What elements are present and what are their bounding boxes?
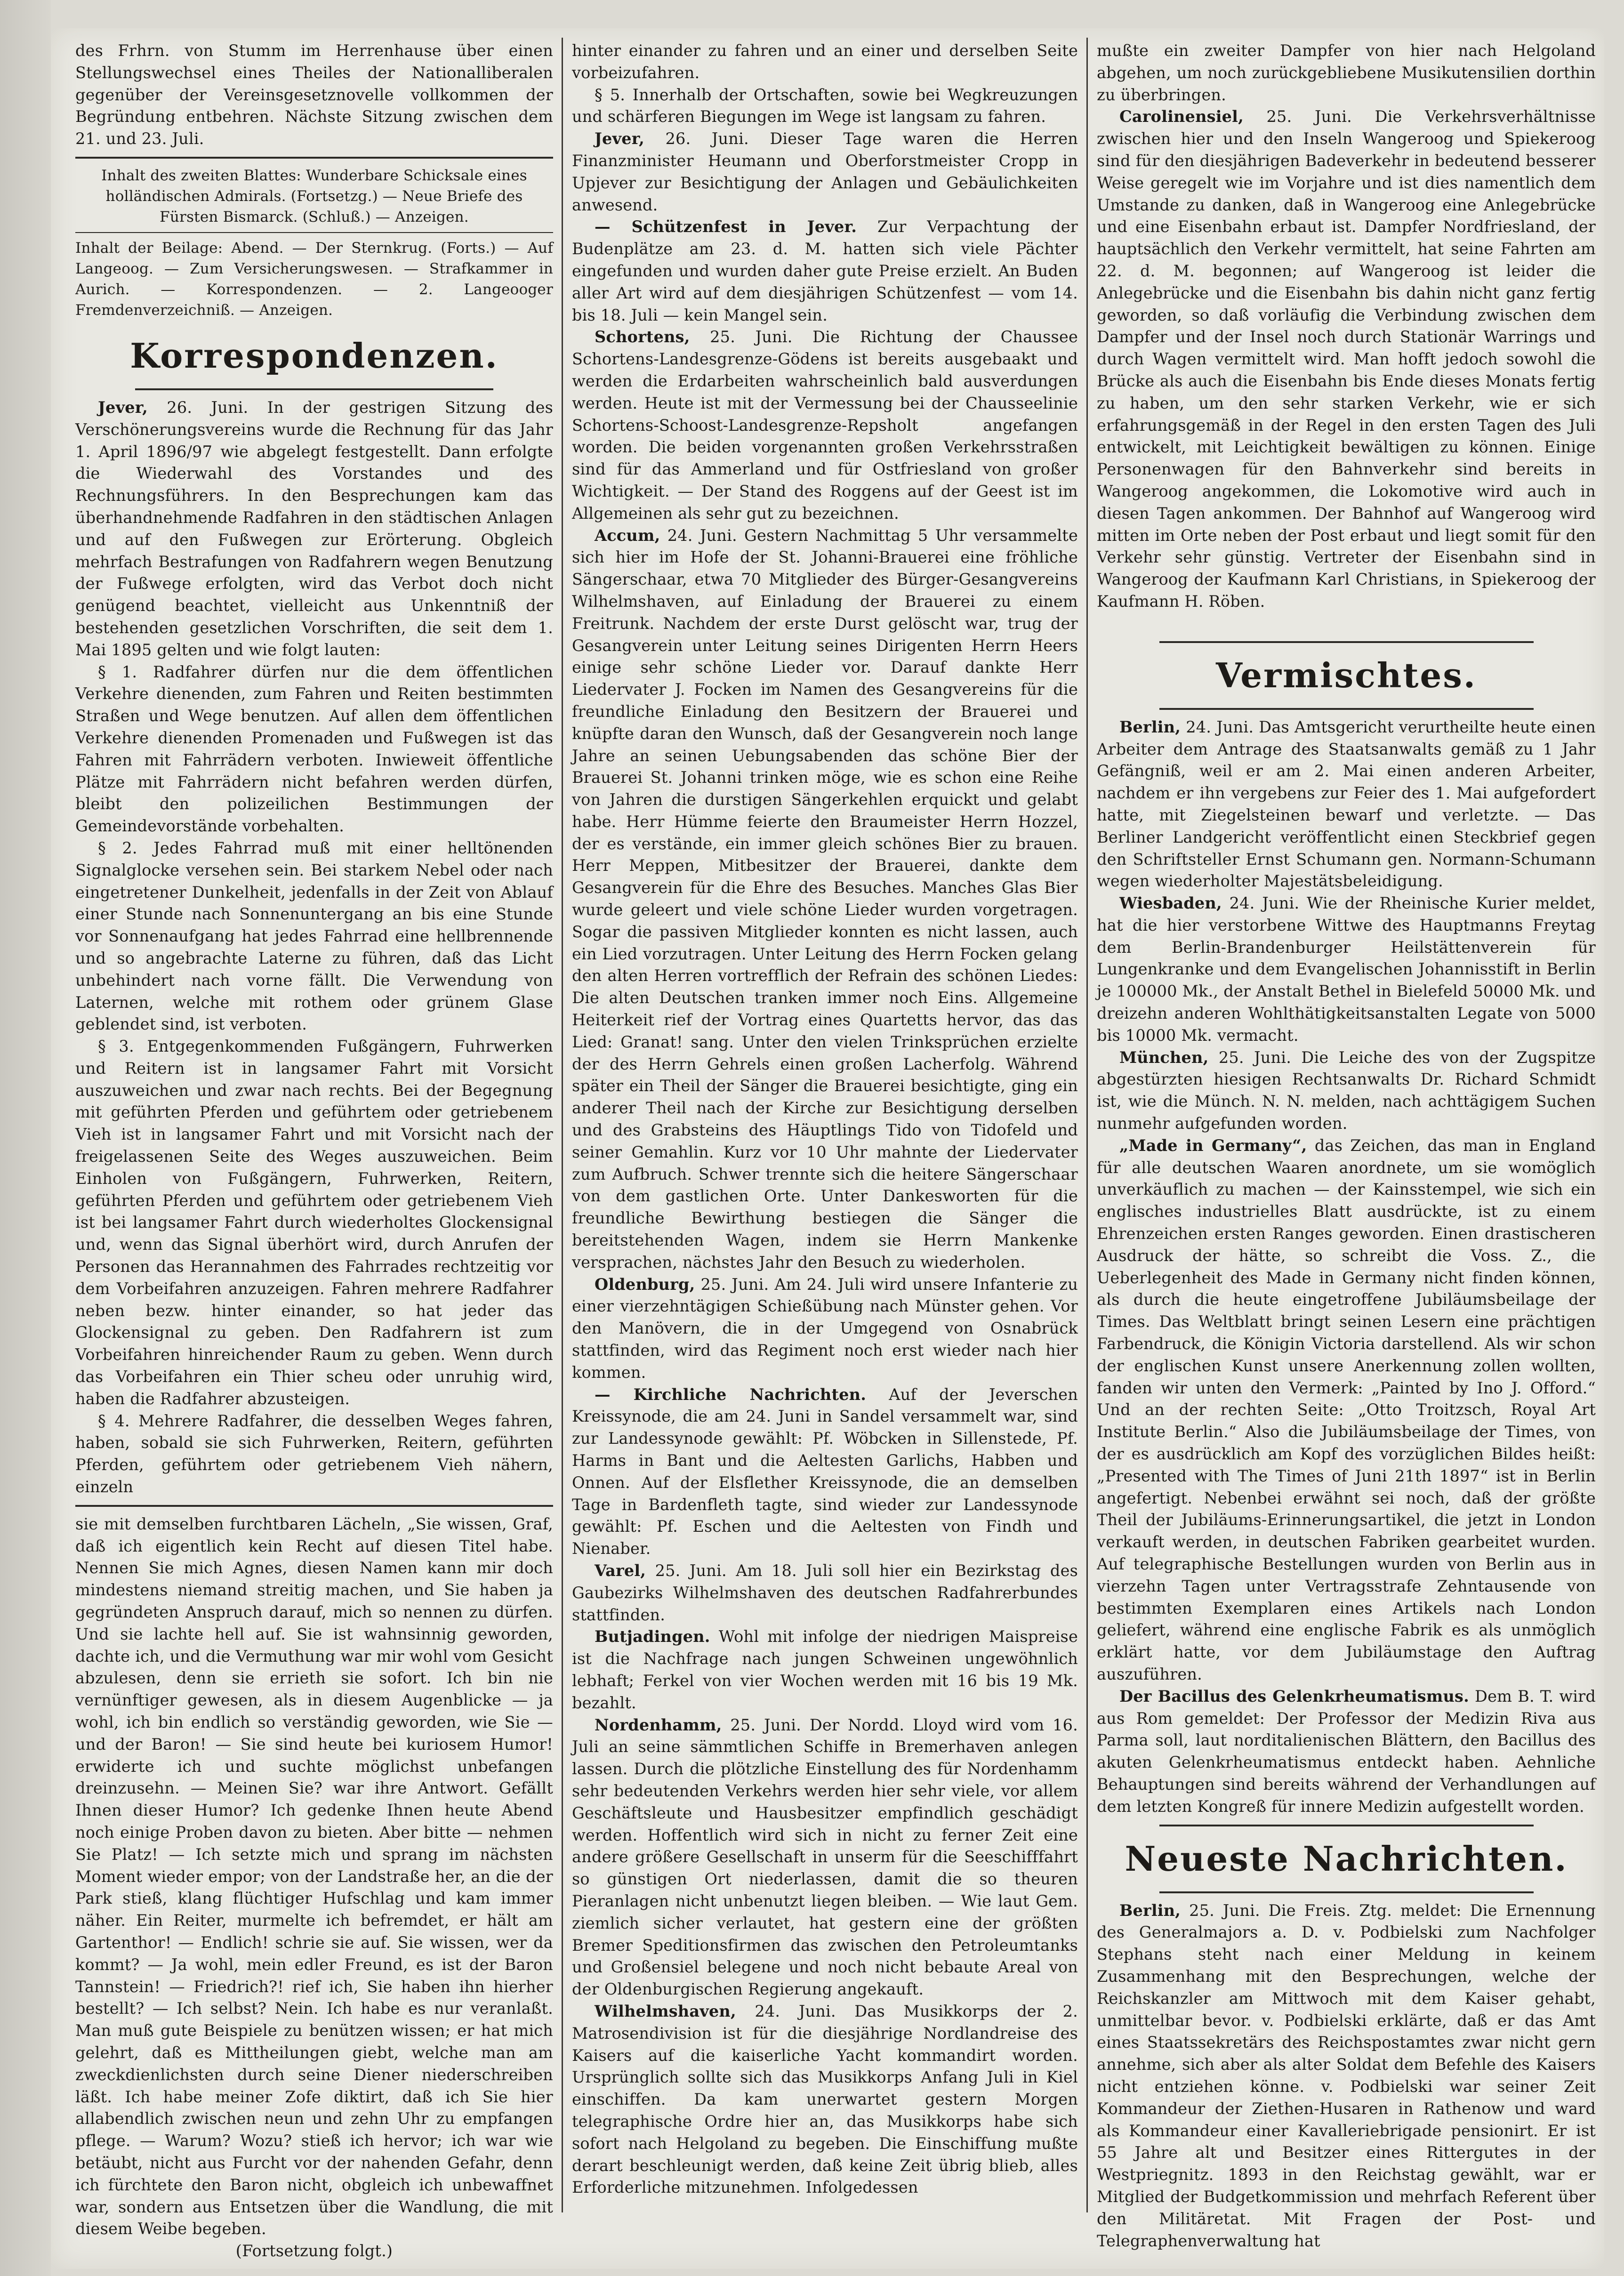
feuilleton-story: sie mit demselben furchtbaren Lächeln, „Sie wissen, Graf, daß ich eigentlich kein Recht auf diesen Titel habe. Nennen Sie mich Agnes, diesen Namen kann mir doch mindestens niemand streitig machen, und Sie haben ja gegründeten Anspruch darauf, mich so nennen zu dürfen. Und sie lachte hell auf. Sie ist wahnsinnig geworden, dachte ich, und die Vermuthung war mir wohl vom Gesicht abzulesen, denn sie errieth sie sofort. Ich bin nie vernünftiger gewesen, als in diesem Augenblicke — ja wohl, ich bin endlich so verständig geworden, wie Sie — und der Baron! — Sie sind heute bei kuriosem Humor! erwiderte ich und suchte möglichst unbefangen dreinzusehn. — Meinen Sie? war ihre Antwort. Gefällt Ihnen dieser Humor? Ich gedenke Ihnen heute Abend noch einige Proben davon zu bieten. Aber bitte — nehmen Sie Platz! — Ich setzte mich und sprang im nächsten Moment wieder empor; von der Landstraße her, an die der Park stieß, klang flüchtiger Hufschlag und kam immer näher. Ein Reiter, murmelte ich befremdet, er hält am Gartenthor! — Endlich! schrie sie auf. Sie wissen, wer da kommt? — Ja wohl, mein edler Freund, es ist der Baron Tannstein! — Friedrich?! rief ich, Sie haben ihn hierher bestellt? — Ich selbst? Nein. Ich habe es nur veranlaßt. Man muß gute Beispiele zu benützen wissen; er hat mich gelehrt, daß es Mittheilungen giebt, welche man am zweckdienlichsten durch seine Diener niederschreiben läßt. Ich habe meiner Zofe diktirt, daß ich Sie hier allabendlich zwischen neun und zehn Uhr zu empfangen pflege. — Warum? Wozu? stieß ich hervor; ich war wie betäubt, nicht aus Furcht vor der nahenden Gefahr, denn ich fürchtete den Baron nicht, obgleich ich unbewaffnet war, sondern aus Entsetzen über die Wandlung, die mit diesem Weibe begeben.	[75, 1514, 553, 2238]
dateline-wilhelmshaven: Wilhelmshaven,	[595, 2002, 736, 2020]
heading-rule	[1159, 1825, 1534, 1826]
article-text: 26. Juni. In der gestrigen Sitzung des Verschönerungsvereins wurde die Rechnung für das Jahr 1. April 1896/97 wie abgelegt festgestellt. Dann erfolgte die Wiederwahl des Vorstandes und des Rechnungsführers. In den Besprechungen kam das überhandnehmende Radfahren in den städtischen Anlagen und auf den Fußwegen zur Erörterung. Obgleich mehrfach Bestrafungen von Radfahrern wegen Benutzung der Fußwege erfolgten, wird das Verbot doch nicht genügend beachtet, vielleicht aus Unkenntniß der bestehenden gesetzlichen Vorschriften, die seit dem 1. Mai 1895 gelten und wie folgt lauten:	[75, 398, 553, 659]
regulation-paragraph-5: § 5. Innerhalb der Ortschaften, sowie bei Wegkreuzungen und schärferen Biegungen im Wege ist langsam zu fahren.	[572, 85, 1078, 126]
heading-rule	[1159, 708, 1534, 710]
heading-rule	[1159, 1891, 1534, 1893]
article-berlin-latest: Berlin, 25. Juni. Die Freis. Ztg. meldet: Die Ernennung des Generalmajors a. D. v. Podbielski zum Nachfolger Stephans steht nach einer Meldung in keinem Zusammenhang mit den Besprechungen, welche der Reichskanzler am Mittwoch mit dem Kaiser gehabt, unmittelbar bevor. v. Podbielski erklärte, daß er das Amt eines Staatssekretärs des Reichspostamtes zwar nicht gern annehme, sich aber als alter Soldat dem Befehle des Kaisers nicht entziehen könne. v. Podbielski war seiner Zeit Kommandeur der Ziethen-Husaren in Rathenow und ward als Kommandeur einer Kavalleriebrigade pensionirt. Er ist 55 Jahre alt und Besitzer eines Rittergutes in der Westpriegnitz. 1893 in den Reichstag gewählt, war er Mitglied der Budgetkommission und mehrfach Referent über den Militäretat. Mit Fragen der Post- und Telegraphenverwaltung hat	[1097, 1901, 1596, 2250]
separator-rule	[75, 157, 553, 159]
dateline-oldenburg: Oldenburg,	[595, 1275, 695, 1294]
article-muenchen: München, 25. Juni. Die Leiche des von der Zugspitze abgestürzten hiesigen Rechtsanwalts Dr. Richard Schmidt ist, wie die Münch. N. N. melden, nach achttägigem Suchen nunmehr aufgefunden worden.	[1097, 1048, 1596, 1133]
article-schuetzenfest: — Schützenfest in Jever. Zur Verpachtung der Budenplätze am 23. d. M. hatten sich viele Pächter eingefunden und wurden daher gute Preise erzielt. An Buden aller Art wird auf dem diesjährigen Schützenfest — vom 14. bis 18. Juli — kein Mangel sein.	[572, 217, 1078, 324]
dateline-jever: Jever,	[595, 129, 645, 148]
dateline-carolinensiel: Carolinensiel,	[1119, 107, 1244, 126]
dateline-jever: Jever,	[98, 398, 148, 417]
separator-rule	[75, 232, 553, 233]
section-heading-vermischtes: Vermischtes.	[1216, 655, 1477, 695]
article-nordenhamm: Nordenhamm, 25. Juni. Der Nordd. Lloyd wird vom 16. Juli an seine sämmtlichen Schiffe in Bremerhaven anlegen lassen. Durch die plötzliche Einstellung des für Nordenhamm sehr bedeutenden Verkehrs werden hier sehr viele, vor allem Geschäftsleute und Hausbesitzer empfindlich geschädigt werden. Hoffentlich wird sich in nicht zu ferner Zeit eine andere größere Gesellschaft in unserm für die Seeschifffahrt so günstigen Ort niederlassen, damit die so theuren Pieranlagen nicht unbenutzt liegen bleiben. — Wie laut Gem. ziemlich sicher verlautet, hat gestern eine der größten Bremer Speditionsfirmen das zwischen den Petroleumtanks und Großensiel belegene und noch nicht bebaute Areal von der Oldenburgischen Regierung angekauft.	[572, 1715, 1078, 1999]
dateline-kirchliche: — Kirchliche Nachrichten.	[595, 1385, 867, 1404]
section-heading-neueste-nachrichten: Neueste Nachrichten.	[1125, 1838, 1568, 1879]
regulation-paragraph-3: § 3. Entgegenkommenden Fußgängern, Fuhrwerken und Reitern ist in langsamer Fahrt mit Vorsicht auszuweichen und zwar nach rechts. Bei der Begegnung mit geführten Pferden und geführtem oder getriebenem Vieh ist in langsamer Fahrt und mit Vorsicht nach der freigelassenen Seite des Weges auszuweichen. Beim Einholen von Fußgängern, Fuhrwerken, Reitern, geführten Pferden und geführtem oder getriebenem Vieh ist bei langsamer Fahrt durch wiederholtes Glockensignal und, wenn das Signal überhört wird, durch Anrufen der Personen das Herannahmen des Fahrrades rechtzeitig vor dem Vorbeifahren anzuzeigen. Fahren mehrere Radfahrer neben bezw. hinter einander, so hat jeder das Glockensignal zu geben. Den Radfahrern ist zum Vorbeifahren hinreichender Raum zu geben. Wenn durch das Vorbeifahren ein Thier scheu oder unruhig wird, haben die Radfahrer abzusteigen.	[75, 1037, 553, 1408]
dateline-muenchen: München,	[1119, 1048, 1209, 1067]
column-rule	[1086, 38, 1088, 2212]
article-kirchliche-nachrichten: — Kirchliche Nachrichten. Auf der Jeverschen Kreissynode, die am 24. Juni in Sandel versammelt war, sind zur Landessynode gewählt: Pf. Wöbcken in Sillenstede, Pf. Harms in Bant und die Aeltesten Garlichs, Habben und Onnen. Auf der Elsflether Kreissynode, die an demselben Tage in Bardenfleth tagte, sind wieder zur Landessynode gewählt: Pf. Eschen und die Aeltesten von Findh und Nienaber.	[572, 1385, 1078, 1558]
dateline-bacillus: Der Bacillus des Gelenkrheumatismus.	[1119, 1687, 1469, 1705]
column-rule	[562, 38, 563, 2212]
feuilleton-rule	[75, 1505, 553, 1507]
article-schortens: Schortens, 25. Juni. Die Richtung der Chaussee Schortens-Landesgrenze-Gödens ist bereits ausgebaakt und werden die Erdarbeiten wahrscheinlich bald ausverdungen werden. Heute ist mit der Vermessung bei der Chausseelinie Schortens-Schoost-Landesgrenze-Repsholt angefangen worden. Die beiden vorgenannten großen Verkehrsstraßen sind für das Ammerland und für Ostfriesland von großer Wichtigkeit. — Der Stand des Roggens auf der Geest ist im Allgemeinen als sehr gut zu bezeichnen.	[572, 328, 1078, 523]
column-left	[75, 40, 553, 2260]
scan-edge	[0, 0, 51, 2276]
dateline-schuetzenfest: — Schützenfest in Jever.	[595, 217, 857, 236]
article-varel: Varel, 25. Juni. Am 18. Juli soll hier ein Bezirkstag des Gaubezirks Wilhelmshaven des deutschen Radfahrerbundes stattfinden.	[572, 1561, 1078, 1624]
dateline-nordenhamm: Nordenhamm,	[595, 1715, 722, 1734]
dateline-made-in-germany: „Made in Germany“,	[1119, 1136, 1307, 1155]
contents-supplement: Inhalt der Beilage: Abend. — Der Sternkrug. (Forts.) — Auf Langeoog. — Zum Versicherungswesen. — Strafkammer in Aurich. — Korrespondenzen. — 2. Langeooger Fremdenverzeichniß. — Anzeigen.	[75, 239, 553, 319]
dateline-butjadingen: Butjadingen.	[595, 1627, 710, 1646]
article-wiesbaden: Wiesbaden, 24. Juni. Wie der Rheinische Kurier meldet, hat die hier verstorbene Wittwe des Hauptmanns Freytag dem Berlin-Brandenburger Heilstättenverein für Lungenkranke und dem Evangelischen Johannisstift in Berlin je 100000 Mk., der Anstalt Bethel in Bielefeld 50000 Mk. und dreizehn anderen Wohlthätigkeitsanstalten Legate von 5000 bis 10000 Mk. vermacht.	[1097, 894, 1596, 1045]
article-berlin: Berlin, 24. Juni. Das Amtsgericht verurtheilte heute einen Arbeiter dem Antrage des Staatsanwalts gemäß zu 1 Jahr Gefängniß, weil er am 2. Mai einen anderen Arbeiter, nachdem er ihn vergebens zur Feier des 1. Mai aufgefordert hatte, mit Ziegelsteinen bewarf und verletzte. — Das Berliner Landgericht veröffentlicht einen Steckbrief gegen den Schriftsteller Ernst Schumann gen. Normann-Schumann wegen wiederholter Majestätsbeleidigung.	[1097, 717, 1596, 891]
dateline-berlin: Berlin,	[1119, 1901, 1181, 1920]
regulation-paragraph-4: § 4. Mehrere Radfahrer, die desselben Weges fahren, haben, sobald sie sich Fuhrwerken, Reitern, geführten Pferden, geführtem oder getriebenem Vieh nähern, einzeln	[75, 1411, 553, 1496]
dateline-berlin: Berlin,	[1119, 717, 1181, 736]
heading-rule	[1159, 641, 1534, 643]
article-continuation: mußte ein zweiter Dampfer von hier nach Helgoland abgehen, um noch zurückgebliebene Musikutensilien dorthin zu überbringen.	[1097, 41, 1596, 104]
heading-rule	[135, 388, 493, 390]
article-jever-2: Jever, 26. Juni. Dieser Tage waren die Herren Finanzminister Heumann und Oberforstmeister Cropp in Upjever zur Besichtigung der Anlagen und Gebäulichkeiten anwesend.	[572, 129, 1078, 214]
contents-second-sheet: Inhalt des zweiten Blattes: Wunderbare Schicksale eines holländischen Admirals. (Fortsetzg.) — Neue Briefe des Fürsten Bismarck. (Schluß.) — Anzeigen.	[101, 167, 527, 225]
dateline-schortens: Schortens,	[595, 328, 690, 346]
column-middle	[572, 40, 1078, 2205]
regulation-continuation: hinter einander zu fahren und an einer und derselben Seite vorbeizufahren.	[572, 41, 1078, 82]
article-bacillus: Der Bacillus des Gelenkrheumatismus. Dem B. T. wird aus Rom gemeldet: Der Professor der Medizin Riva aus Parma soll, laut norditalienischen Blättern, den Bacillus des akuten Gelenkrheumatismus entdeckt haben. Aehnliche Behauptungen sind bereits während der Verhandlungen auf dem letzten Kongreß für innere Medizin aufgestellt worden.	[1097, 1687, 1596, 1816]
article-oldenburg: Oldenburg, 25. Juni. Am 24. Juli wird unsere Infanterie zu einer vierzehntägigen Schießübung nach Münster gehen. Vor den Manövern, die in der Umgegend von Osnabrück stattfinden, wird das Regiment noch erst wieder nach hier kommen.	[572, 1275, 1078, 1382]
section-heading-korrespondenzen: Korrespondenzen.	[130, 335, 498, 376]
article-wilhelmshaven: Wilhelmshaven, 24. Juni. Das Musikkorps der 2. Matrosendivision ist für die diesjährige Nordlandreise des Kaisers auf die kaiserliche Yacht kommandirt worden. Ursprünglich sollte sich das Musikkorps Anfang Juli in Kiel einschiffen. Da kam unerwartet gestern Morgen telegraphische Ordre hier an, das Musikkorps habe sich sofort nach Helgoland zu begeben. Die Einschiffung mußte derart beschleunigt werden, daß keine Zeit übrig blieb, alles Erforderliche mitzunehmen. Infolgedessen	[572, 2002, 1078, 2197]
article-made-in-germany: „Made in Germany“, das Zeichen, das man in England für alle deutschen Waaren anordnete, um sie womöglich unverkäuflich zu machen — der Kainsstempel, wie sich ein englisches industrielles Blatt ausdrückte, ist zu einem Ehrenzeichen ersten Ranges geworden. Einen drastischeren Ausdruck der hätte, so schreibt die Voss. Z., die Ueberlegenheit des Made in Germany nicht finden können, als durch die heute eingetroffene Jubiläumsbeilage der Times. Das Weltblatt bringt seinen Lesern eine prächtigen Farbendruck, die Königin Victoria darstellend. Als wir schon der englischen Kunst unsere Anerkennung zollen wollten, fanden wir unten den Vermerk: „Painted by Ino J. Offord.“ Und an der rechten Seite: „Otto Troitzsch, Royal Art Institute Berlin.“ Also die Jubiläumsbeilage der Times, von der es ausdrücklich am Kopf des vorzüglichen Bildes heißt: „Presented with The Times of Juni 21th 1897“ ist in Berlin angefertigt. Nebenbei erwähnt sei noch, daß der größte Theil der Jubiläums-Erinnerungsartikel, die jetzt in London verkauft werden, in deutschen Fabriken gearbeitet wurden. Auf telegraphische Bestellungen wurden von Berlin aus in vierzehn Tagen unter Vertragsstrafe Zehntausende von bestimmten Exemplaren eines Artikels nach London geliefert, während eine englische Fabrik es als unmöglich erklärt hatte, vor dem Jubiläumstage den Auftrag auszuführen.	[1097, 1136, 1596, 1683]
continuation-notice: (Fortsetzung folgt.)	[235, 2242, 393, 2260]
dateline-accum: Accum,	[595, 526, 660, 545]
article-jever	[75, 397, 553, 661]
article-continuation: des Frhrn. von Stumm im Herrenhause über einen Stellungswechsel eines Theiles der Nationalliberalen gegenüber der Vereinsgesetznovelle vollkommen der Begründung entbehren. Nächste Sitzung zwischen dem 21. und 23. Juli.	[75, 41, 553, 148]
article-accum: Accum, 24. Juni. Gestern Nachmittag 5 Uhr versammelte sich hier im Hofe der St. Johanni-Brauerei eine fröhliche Sängerschaar, etwa 70 Mitglieder des Bürger-Gesangvereins Wilhelmshaven, auf Einladung der Brauerei zu einem Freitrunk. Nachdem der erste Durst gelöscht war, trug der Gesangverein unter Leitung seines Dirigenten Herrn Heers einige sehr schöne Lieder vor. Darauf dankte Herr Liedervater J. Focken im Namen des Gesangvereins für die freundliche Einladung den Besitzern der Brauerei und knüpfte daran den Wunsch, daß der Gesangverein noch lange Jahre an seinen Uebungsabenden das schöne Bier der Brauerei St. Johanni trinken möge, wie es schon eine Reihe von Jahren die durstigen Sängerkehlen erquickt und gelabt habe. Herr Hümme feierte den Braumeister Herrn Hozzel, der es verstände, ein immer gleich schönes Bier zu brauen. Herr Meppen, Mitbesitzer der Brauerei, dankte dem Gesangverein für die Ehre des Besuches. Manches Glas Bier wurde geleert und viele schöne Lieder wurden vorgetragen. Sogar die passiven Mitglieder konnten es nicht lassen, auch ein Lied vorzutragen. Unter Leitung des Herrn Focken gelang den alten Herren vortrefflich der Refrain des schönen Liedes: Die alten Deutschen tranken immer noch Eins. Allgemeine Heiterkeit rief der Vortrag eines Quartetts hervor, das das Lied: Granat! sang. Unter den vielen Trinksprüchen erzielte der des Herrn Gehrels einen großen Lacherfolg. Während später ein Theil der Sänger die Brauerei besichtigte, ging ein anderer Theil nach der Kirche zur Besichtigung derselben und des Grabsteins des Häuptlings Tido von Tidofeld und seiner Gemahlin. Kurz vor 10 Uhr mahnte der Liedervater zum Aufbruch. Schwer trennte sich die heitere Sängerschaar von dem gastlichen Orte. Unter Dankesworten für die freundliche Bewirthung bestiegen die Sänger die bereitstehenden Wagen, indem sie Herrn Mankenke versprachen, nächstes Jahr den Besuch zu wiederholen.	[572, 526, 1078, 1271]
regulation-paragraph-1: § 1. Radfahrer dürfen nur die dem öffentlichen Verkehre dienenden, zum Fahren und Reiten bestimmten Straßen und Wege benutzen. Auf allen dem öffentlichen Verkehre dienenden Promenaden und Fußwegen ist das Fahren mit Fahrrädern verboten. Inwieweit öffentliche Plätze mit Fahrrädern nicht befahren werden dürfen, bleibt den polizeilichen Bestimmungen der Gemeindevorstände vorbehalten.	[75, 662, 553, 836]
dateline-varel: Varel,	[595, 1561, 646, 1580]
regulation-paragraph-2: § 2. Jedes Fahrrad muß mit einer helltönenden Signalglocke versehen sein. Bei starkem Nebel oder nach eingetretener Dunkelheit, jedenfalls in der Zeit von Ablauf einer Stunde nach Sonnenuntergang an bis eine Stunde vor Sonnenaufgang hat jedes Fahrrad eine hellbrennende und so angebrachte Laterne zu führen, daß das Licht unbehindert nach vorne fällt. Die Verwendung von Laternen, welche mit rothem oder grünem Glase geblendet sind, ist verboten.	[75, 838, 553, 1034]
column-right	[1097, 40, 1596, 2250]
dateline-wiesbaden: Wiesbaden,	[1119, 894, 1222, 913]
article-carolinensiel: Carolinensiel, 25. Juni. Die Verkehrsverhältnisse zwischen hier und den Inseln Wangeroog und Spiekeroog sind für den diesjährigen Badeverkehr in bedeutend besserer Weise geregelt wie im Vorjahre und ist dies namentlich dem Umstande zu danken, daß in Wangeroog eine Anlegebrücke und eine Eisenbahn erbaut ist. Dampfer Nordfriesland, der hauptsächlich den Verkehr vermittelt, hat seine Fahrten am 22. d. M. begonnen; auf Wangeroog ist leider die Anlegebrücke und die Eisenbahn bis dahin nicht ganz fertig geworden, so daß vorläufig die Verbindung zwischen dem Dampfer und der Insel noch durch Stationär Warrings und durch Wagen vermittelt wird. Man hofft jedoch sowohl die Brücke als auch die Eisenbahn bis Ende dieses Monats fertig zu haben, um den sehr starken Verkehr, wie er sich erfahrungsgemäß in der Regel in den ersten Tagen des Juli entwickelt, mit Leichtigkeit bewältigen zu können. Einige Personenwagen für den Bahnverkehr sind bereits in Wangeroog angekommen, die Lokomotive wird auch in diesen Tagen ankommen. Der Bahnhof auf Wangeroog wird mitten im Orte neben der Post erbaut und liegt somit für den Verkehr sehr günstig. Vertreter der Eisenbahn sind in Wangeroog der Kaufmann Karl Christians, in Spiekeroog der Kaufmann H. Röben.	[1097, 107, 1596, 611]
article-butjadingen: Butjadingen. Wohl mit infolge der niedrigen Maispreise ist die Nachfrage nach jungen Schweinen ungewöhnlich lebhaft; Ferkel von vier Wochen werden mit 16 bis 19 Mk. bezahlt.	[572, 1627, 1078, 1712]
